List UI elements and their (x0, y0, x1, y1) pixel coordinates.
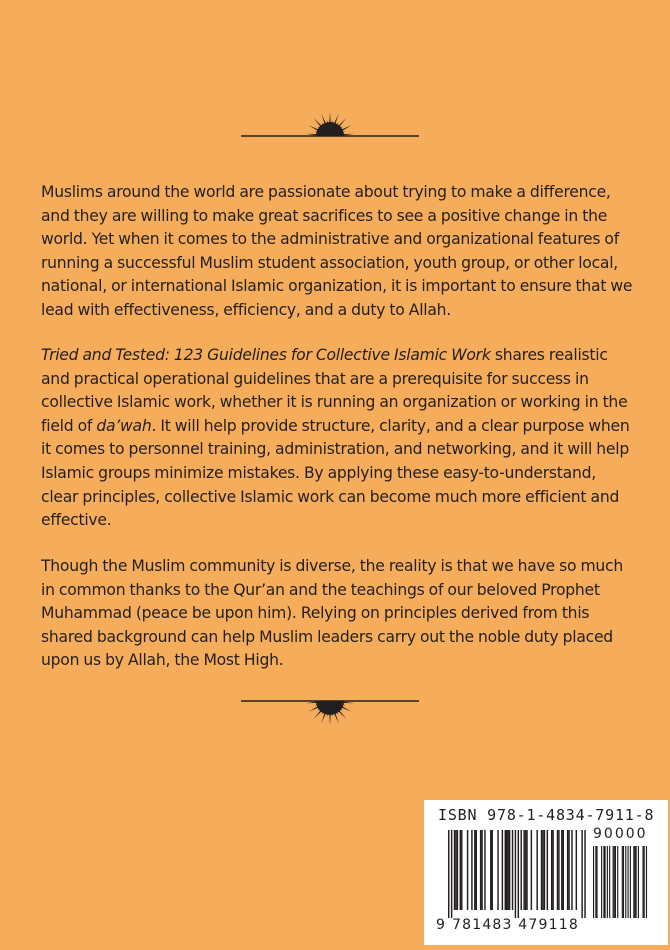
ean-first-digit: 9 (436, 917, 445, 933)
paragraph-2-text-b: . It will help provide structure, clarity, and a clear purpose when it comes to personnel training, administration, and networking, and it will help Islamic groups minimize mistakes. By applying these easy-to-understand, clear principles, collective Islamic work can become much more efficient and effective. (41, 416, 630, 530)
barcode-bar (467, 830, 468, 910)
barcode-bar (571, 830, 572, 910)
sunburst-divider-icon (241, 110, 419, 144)
dawah-term: da’wah (96, 416, 152, 435)
addon-bar (609, 846, 610, 918)
addon-bar (636, 846, 637, 918)
addon-bar (613, 846, 614, 918)
barcode-bar (506, 830, 507, 910)
barcode-bar (474, 830, 475, 910)
addon-bar (617, 846, 618, 918)
barcode-bar (568, 830, 569, 910)
barcode-bar (455, 830, 456, 910)
barcode-bar (526, 830, 527, 910)
barcode-bar (552, 830, 553, 910)
addon-bar (601, 846, 602, 918)
addon-bar (630, 846, 631, 918)
book-title: Tried and Tested: 123 Guidelines for Collective Islamic Work (41, 346, 491, 364)
addon-bar (595, 846, 596, 918)
sunburst-divider-icon (241, 693, 419, 727)
barcode-bar (454, 830, 455, 910)
addon-bar (593, 846, 594, 918)
barcode-bar (471, 830, 472, 910)
description-paragraph-1 (41, 181, 637, 323)
barcode-bar (515, 830, 516, 918)
barcode-bar (563, 830, 564, 910)
barcode-bar (492, 830, 493, 910)
barcode-bar (502, 830, 503, 910)
barcode-bar (480, 830, 481, 910)
barcode-bar (476, 830, 477, 910)
barcode-bar (557, 830, 558, 910)
paragraph-2-text-a: shares realistic and practical operational guidelines that are a prerequisite for success in collective Islamic work, whether it is running an organization or working in the field of (41, 346, 628, 435)
price-code: 90000 (593, 826, 648, 842)
addon-bar (633, 846, 634, 918)
barcode-bar (531, 830, 532, 910)
barcode-bar (461, 830, 462, 910)
ean-digits: 781483 479118 (452, 917, 579, 933)
barcode-bar (512, 830, 513, 910)
barcode-bar (567, 830, 568, 910)
barcode-bar (581, 830, 582, 918)
addon-bar (622, 846, 623, 918)
barcode-bar (558, 830, 559, 910)
barcode-bar (544, 830, 545, 910)
barcode-bar (536, 830, 537, 910)
barcode-bar (551, 830, 552, 910)
barcode-bar (547, 830, 548, 910)
barcode-bar (525, 830, 526, 910)
barcode-bar (490, 830, 491, 910)
barcode-bar (448, 830, 449, 918)
barcode-bar (484, 830, 485, 910)
addon-bar (605, 846, 606, 918)
barcode-bar (505, 830, 506, 910)
addon-bar (625, 846, 626, 918)
addon-bar (614, 846, 615, 918)
addon-bar (644, 846, 645, 918)
addon-bar (646, 846, 647, 918)
barcode-bar (561, 830, 562, 910)
barcode-bar (576, 830, 577, 910)
barcode-bar (451, 830, 452, 918)
barcode-bar (457, 830, 458, 910)
barcode-bar (523, 830, 524, 910)
barcode-bar (460, 830, 461, 910)
addon-bar (638, 846, 639, 918)
barcode-bar (481, 830, 482, 910)
barcode-bar (542, 830, 543, 910)
barcode-bar (521, 830, 522, 910)
addon-bar (607, 846, 608, 918)
description-paragraph-2 (41, 344, 637, 533)
addon-bar (615, 846, 616, 918)
addon-bar (623, 846, 624, 918)
paragraph-1-text: Muslims around the world are passionate about trying to make a difference, and they are willing to make great sacrifices to see a positive change in the world. Yet when it comes to the administrative and organizational features of running a successful Muslim student association, youth group, or other local, national, or international Islamic organization, it is important to ensure that we lead with effectiveness, efficiency, and a duty to Allah. (41, 183, 633, 319)
barcode-bar (518, 830, 519, 918)
isbn-label: ISBN 978-1-4834-7911-8 (438, 806, 655, 824)
barcode-bar (509, 830, 510, 910)
barcode-bar (541, 830, 542, 910)
barcode-bar (584, 830, 585, 918)
description-paragraph-3 (41, 555, 637, 673)
addon-bar (603, 846, 604, 918)
isbn-barcode (424, 800, 668, 945)
addon-bar (628, 846, 629, 918)
addon-bar (634, 846, 635, 918)
barcode-bar (507, 830, 508, 910)
addon-bar (596, 846, 597, 918)
addon-bar (642, 846, 643, 918)
barcode-bar (497, 830, 498, 910)
paragraph-3-text: Though the Muslim community is diverse, the reality is that we have so much in common thanks to the Qur’an and the teachings of our beloved Prophet Muhammad (peace be upon him). Relying on principles derived from this shared background can help Muslim leaders carry out the noble duty placed upon us by Allah, the Most High. (41, 557, 623, 670)
